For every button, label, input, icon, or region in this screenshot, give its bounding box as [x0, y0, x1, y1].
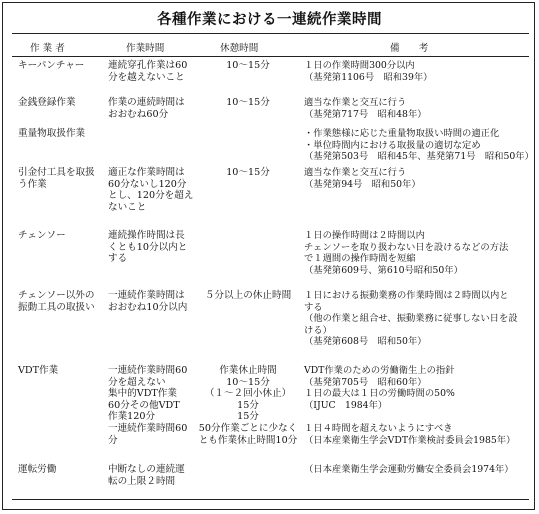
- row-4-remarks-line: で１週間の操作時間を短縮: [304, 253, 416, 265]
- row-1-time-line: 作業の連続時間は: [108, 97, 185, 108]
- row-3-time-line: 適正な作業時間は: [108, 167, 185, 178]
- row-2-remarks-line: （基発第503号 昭和45年、基発第71号 昭和50年）: [304, 151, 534, 163]
- row-4-remarks-line: （基発第609号、第610号昭和50年）: [304, 264, 463, 276]
- row-6-remarks-line: １日４時間を超えないようにすべき: [304, 423, 453, 434]
- row-3-remarks-line: （基発第94号 昭和50年）: [304, 178, 421, 190]
- row-4-remarks-line: １日の操作時間は２時間以内: [304, 230, 425, 241]
- row-0-rest-line: 10〜15分: [226, 60, 270, 71]
- row-5-rest-line: ５分以上の休止時間: [204, 290, 292, 301]
- row-4-time-line: くとも10分以内と: [108, 241, 188, 253]
- row-6-rest-line: 50分作業ごとに少なく: [198, 423, 298, 434]
- row-6-remarks-line: （日本産業衛生学会VDT作業検討委員会1985年）: [304, 434, 516, 446]
- row-6-rest-line: 15分: [237, 411, 259, 423]
- row-7-remarks-line: （日本産業衛生学会運動労働安全委員会1974年）: [304, 464, 514, 475]
- row-3-time-line: ないこと: [108, 201, 147, 213]
- row-5-worker-line: チェンソー以外の: [18, 290, 95, 301]
- row-0-worker-line: キーパンチャー: [18, 60, 85, 71]
- row-3-remarks-line: 適当な作業と交互に行う: [304, 167, 407, 178]
- header-worker: 作 業 者: [30, 43, 65, 54]
- row-6-time-line: 作業120分: [108, 411, 156, 423]
- row-6-rest-line: とも作業休止時間10分: [198, 434, 298, 446]
- row-2-remarks-line: ・単位時間内における取扱量の適切な定め: [304, 139, 481, 151]
- row-3-worker-line: う作業: [18, 178, 47, 190]
- row-4-time-line: 連続操作時間は長: [108, 230, 185, 241]
- row-0-remarks-line: １日の作業時間300分以内: [304, 60, 415, 71]
- row-5-remarks-line: １日における振動業務の作業時間は２時間以内と: [304, 290, 509, 301]
- row-4-remarks-line: チェンソーを取り扱わない日を設けるなどの方法: [304, 241, 509, 253]
- document-title: 各種作業における一連続作業時間: [157, 12, 382, 28]
- table-bottom-rule: [12, 499, 529, 500]
- row-3-rest-line: 10〜15分: [226, 167, 270, 178]
- row-6-time-line: 集中的VDT作業: [108, 388, 177, 400]
- row-0-time-line: 分を越えないこと: [108, 71, 185, 83]
- row-5-remarks-line: ける）: [304, 324, 332, 336]
- header-rest-time: 休憩時間: [220, 43, 259, 54]
- row-2-worker-line: 重量物取扱作業: [18, 128, 86, 139]
- row-3-time-line: 60分ないし120分: [108, 178, 187, 190]
- row-1-remarks-line: 適当な作業と交互に行う: [304, 97, 407, 108]
- row-1-worker-line: 金銭登録作業: [18, 97, 76, 108]
- row-0-time-line: 連続穿孔作業は60: [108, 60, 188, 71]
- row-6-remarks-line: （基発第705号 昭和60年）: [304, 376, 427, 388]
- row-6-time-line: 一連続作業時間60: [108, 365, 188, 376]
- row-7-time-line: 中断なしの連続運: [108, 464, 185, 475]
- row-5-time-line: おおむね10分以内: [108, 301, 188, 313]
- row-6-time-line: 一連続作業時間60: [108, 423, 188, 434]
- row-6-time-line: 分: [108, 434, 118, 446]
- row-7-worker-line: 運転労働: [18, 464, 57, 475]
- row-6-time-line: 分を超えない: [108, 376, 166, 388]
- row-6-time-line: 60分その他VDT: [108, 399, 180, 411]
- row-6-rest-line: 15分: [237, 399, 259, 411]
- row-6-rest-line: （１〜２回小休止）: [204, 388, 292, 400]
- row-4-worker-line: チェンソー: [18, 230, 66, 241]
- row-3-time-line: とし、120分を超え: [108, 190, 194, 202]
- row-6-rest-line: 10〜15分: [226, 376, 270, 388]
- row-5-remarks-line: （基発第608号 昭和50年）: [304, 336, 427, 348]
- row-5-remarks-line: する: [304, 301, 323, 313]
- row-6-rest-line: 作業休止時間: [219, 365, 277, 376]
- row-7-time-line: 転の上限２時間: [108, 475, 176, 487]
- row-1-time-line: おおむね60分: [108, 108, 169, 120]
- row-1-remarks-line: （基発第717号 昭和48年）: [304, 108, 427, 120]
- row-5-worker-line: 振動工具の取扱い: [18, 301, 95, 313]
- row-6-remarks-line: １日の最大は１日の労働時間の50%: [304, 388, 455, 400]
- row-6-remarks-line: VDT作業のための労働衛生上の指針: [304, 365, 455, 376]
- row-4-time-line: する: [108, 253, 128, 265]
- header-top-rule: [12, 33, 529, 34]
- row-5-remarks-line: （他の作業と組合せ、振動業務に従事しない日を設: [304, 313, 518, 325]
- row-2-remarks-line: ・作業態様に応じた重量物取扱い時間の適正化: [304, 128, 500, 139]
- header-bottom-rule: [12, 56, 529, 57]
- header-work-time: 作業時間: [126, 43, 165, 54]
- row-6-worker-line: VDT作業: [18, 365, 59, 376]
- row-3-worker-line: 引金付工具を取扱: [18, 167, 95, 178]
- row-6-remarks-line: （IJUC 1984年）: [304, 399, 388, 411]
- row-1-rest-line: 10〜15分: [226, 97, 270, 108]
- header-remarks: 備 考: [390, 43, 429, 54]
- row-5-time-line: 一連続作業時間は: [108, 290, 185, 301]
- row-0-remarks-line: （基発第1106号 昭和39年）: [304, 71, 433, 83]
